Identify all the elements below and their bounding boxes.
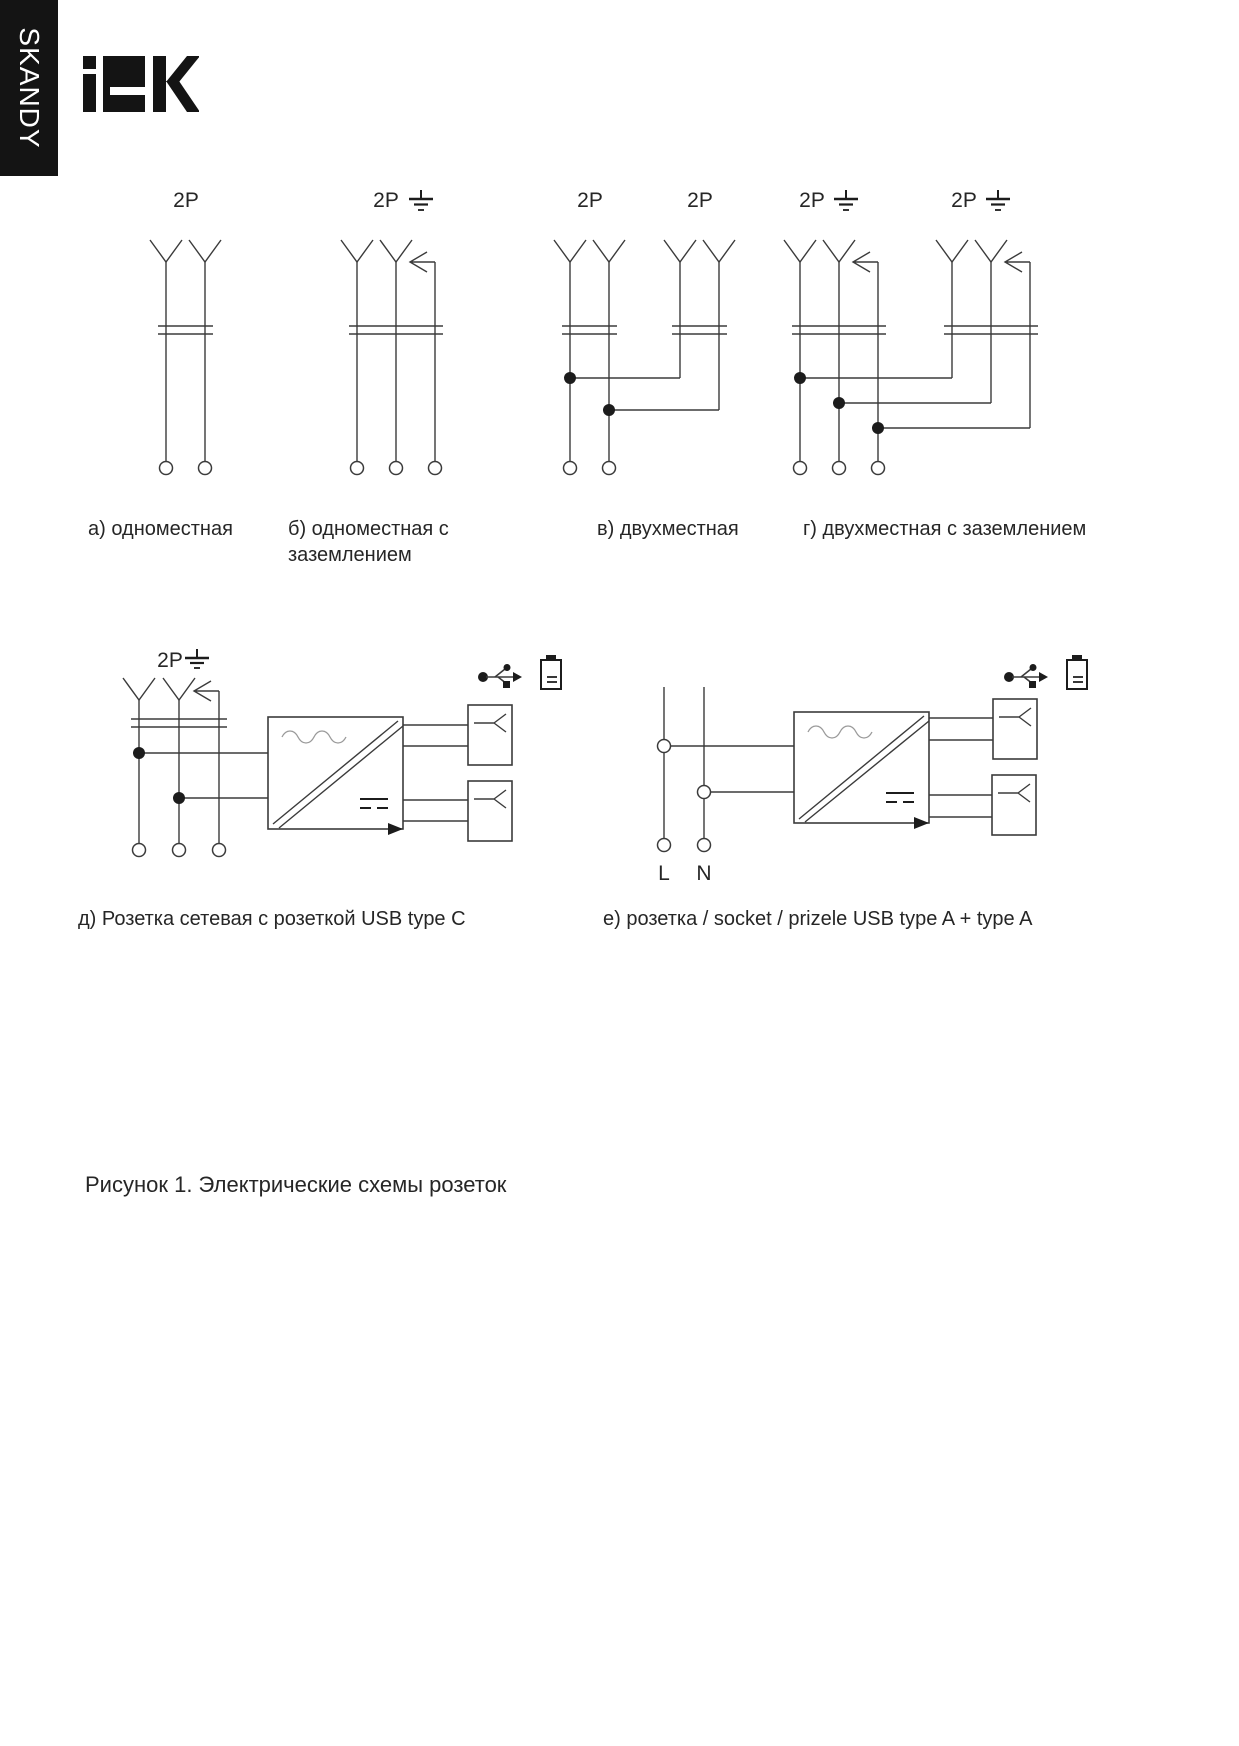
- junction-dot: [794, 372, 806, 384]
- pole-label-right: 2P: [951, 189, 977, 212]
- junction-dot: [133, 747, 145, 759]
- terminal-circle: [213, 844, 226, 857]
- fork-contact-icon: [123, 678, 195, 700]
- connection-wires: [570, 378, 719, 410]
- earth-contact-arrow-icon: [853, 252, 1030, 272]
- junction-dot: [173, 792, 185, 804]
- neutral-terminal-label: N: [696, 862, 712, 885]
- terminal-circle: [658, 839, 671, 852]
- usb-trident-icon: [478, 664, 522, 688]
- output-wires: [403, 725, 468, 821]
- earth-contact-arrow-icon: [410, 252, 435, 272]
- figure-caption: Рисунок 1. Электрические схемы розеток: [85, 1172, 507, 1197]
- connection-wires: [139, 753, 268, 798]
- pole-label: 2P: [173, 189, 199, 212]
- diagram-b: [341, 189, 443, 475]
- usb-port-box: [993, 699, 1037, 759]
- socket-lines: [357, 262, 435, 461]
- earth-contact-arrow-icon: [194, 681, 219, 701]
- diagram-a: [150, 189, 221, 475]
- terminal-circle: [698, 839, 711, 852]
- ground-icon: [986, 190, 1010, 210]
- terminal-circle: [603, 462, 616, 475]
- fork-contact-icon: [554, 240, 735, 262]
- series-name: SKANDY: [14, 27, 45, 149]
- ground-icon: [834, 190, 858, 210]
- pole-label-right: 2P: [687, 189, 713, 212]
- caption-g: г) двухместная с заземлением: [803, 518, 1087, 540]
- pole-label: 2P: [373, 189, 399, 212]
- battery-icon: [1067, 655, 1087, 689]
- usb-port-box: [468, 705, 512, 765]
- output-wires: [929, 718, 993, 817]
- socket-lines: [570, 262, 719, 461]
- diagram-g: [784, 189, 1038, 475]
- junction-circle: [658, 740, 671, 753]
- acdc-converter-box: [794, 712, 929, 829]
- pole-label: 2P: [157, 649, 183, 672]
- caption-e: е) розетка / socket / prizele USB type A + type A: [603, 908, 1033, 930]
- terminal-circle: [794, 462, 807, 475]
- caption-d: д) Розетка сетевая с розеткой USB type C: [78, 908, 466, 930]
- pole-label-left: 2P: [577, 189, 603, 212]
- terminal-circle: [872, 462, 885, 475]
- fork-contact-icon: [150, 240, 221, 262]
- diagram-e: [658, 655, 1088, 885]
- caption-v: в) двухместная: [597, 518, 739, 540]
- ground-icon: [409, 190, 433, 210]
- diagram-v: [554, 189, 735, 475]
- caption-b-line2: заземлением: [288, 544, 412, 566]
- socket-lines: [166, 262, 205, 461]
- junction-dot: [833, 397, 845, 409]
- ground-icon: [185, 649, 209, 668]
- terminal-circle: [390, 462, 403, 475]
- terminal-circle: [199, 462, 212, 475]
- terminal-circle: [833, 462, 846, 475]
- acdc-converter-box: [268, 717, 403, 835]
- terminal-circle: [133, 844, 146, 857]
- junction-circle: [698, 786, 711, 799]
- pole-label-left: 2P: [799, 189, 825, 212]
- battery-icon: [541, 655, 561, 689]
- line-terminal-label: L: [658, 862, 670, 885]
- junction-dot: [564, 372, 576, 384]
- usb-port-box: [992, 775, 1036, 835]
- caption-a: а) одноместная: [88, 518, 233, 540]
- terminal-circle: [429, 462, 442, 475]
- terminal-circle: [564, 462, 577, 475]
- socket-bar: [792, 326, 1038, 334]
- socket-lines: [139, 691, 219, 843]
- diagram-d: [123, 649, 561, 857]
- usb-trident-icon: [1004, 664, 1048, 688]
- terminal-circle: [173, 844, 186, 857]
- caption-b-line1: б) одноместная с: [288, 518, 449, 540]
- terminal-circle: [351, 462, 364, 475]
- usb-port-box: [468, 781, 512, 841]
- caption-b: [288, 516, 449, 568]
- terminal-circle: [160, 462, 173, 475]
- fork-contact-icon: [784, 240, 1007, 262]
- connection-wires: [664, 746, 794, 792]
- junction-dot: [603, 404, 615, 416]
- socket-bar: [562, 326, 727, 334]
- socket-lines: [800, 262, 1030, 461]
- mains-lines: [664, 687, 704, 838]
- fork-contact-icon: [341, 240, 412, 262]
- junction-dot: [872, 422, 884, 434]
